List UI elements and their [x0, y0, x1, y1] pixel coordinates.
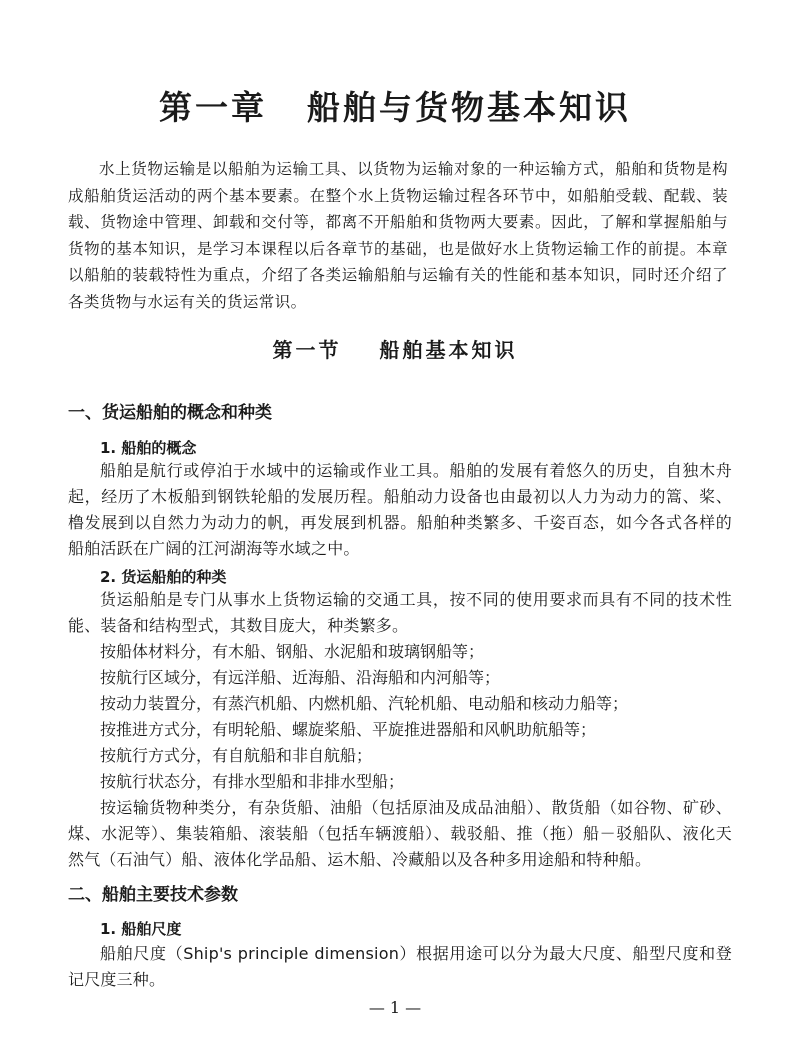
- list-item: 按航行状态分，有排水型船和非排水型船；: [100, 772, 405, 791]
- page-number: — 1 —: [368, 998, 422, 1017]
- list-item: 按推进方式分，有明轮船、螺旋桨船、平旋推进器船和风帆助航船等；: [100, 720, 597, 739]
- section-label: 第一节: [272, 338, 342, 362]
- heading-ship-dimensions: 1. 船舶尺度: [100, 920, 182, 938]
- list-item: 按船体材料分，有木船、钢船、水泥船和玻璃钢船等；: [100, 642, 485, 661]
- list-item: 按航行方式分，有自航船和非自航船；: [100, 746, 373, 765]
- heading-part2: 二、船舶主要技术参数: [68, 885, 238, 905]
- chapter-label: 第一章: [159, 88, 267, 127]
- intro-paragraph: 水上货物运输是以船舶为运输工具、以货物为运输对象的一种运输方式，船舶和货物是构成船舶货运活动的两个基本要素。在整个水上货物运输过程各环节中，如船舶受载、配载、装载、货物途中管理、卸载和交付等，都离不开船舶和货物两大要素。因此，了解和掌握船舶与货物的基本知识，是学习本课程以后各章节的基础，也是做好水上货物运输工作的前提。本章以船舶的装载特性为重点，介绍了各类运输船舶与运输有关的性能和基本知识，同时还介绍了各类货物与水运有关的货运常识。: [68, 160, 728, 311]
- section-name: 船舶基本知识: [379, 338, 518, 362]
- paragraph-ship-types: 货运船舶是专门从事水上货物运输的交通工具，按不同的使用要求而具有不同的技术性能、装备和结构型式，其数目庞大，种类繁多。: [68, 590, 732, 635]
- list-item: 按航行区域分，有远洋船、近海船、沿海船和内河船等；: [100, 668, 501, 687]
- paragraph-cargo-types: 按运输货物种类分，有杂货船、油船（包括原油及成品油船）、散货船（如谷物、矿砂、煤、水泥等）、集装箱船、滚装船（包括车辆渡船）、载驳船、推（拖）船－驳船队、液化天然气（石油气）船、液体化学品船、运木船、冷藏船以及各种多用途船和特种船。: [68, 798, 732, 869]
- section-title: [0, 334, 790, 363]
- chapter-title: [0, 82, 790, 129]
- paragraph-ship-concept: 船舶是航行或停泊于水域中的运输或作业工具。船舶的发展有着悠久的历史，自独木舟起，经历了木板船到钢铁轮船的发展历程。船舶动力设备也由最初以人力为动力的篙、桨、橹发展到以自然力为动力的帆，再发展到机器。船舶种类繁多、千姿百态，如今各式各样的船舶活跃在广阔的江河湖海等水域之中。: [68, 461, 732, 558]
- heading-ship-types: 2. 货运船舶的种类: [100, 568, 227, 586]
- list-item: 按动力装置分，有蒸汽机船、内燃机船、汽轮机船、电动船和核动力船等；: [100, 694, 629, 713]
- paragraph-ship-dimensions: 船舶尺度（Ship's principle dimension）根据用途可以分为最大尺度、船型尺度和登记尺度三种。: [68, 944, 732, 989]
- chapter-name: 船舶与货物基本知识: [307, 88, 631, 127]
- heading-ship-concept: 1. 船舶的概念: [100, 439, 197, 457]
- heading-part1: 一、货运船舶的概念和种类: [68, 403, 272, 423]
